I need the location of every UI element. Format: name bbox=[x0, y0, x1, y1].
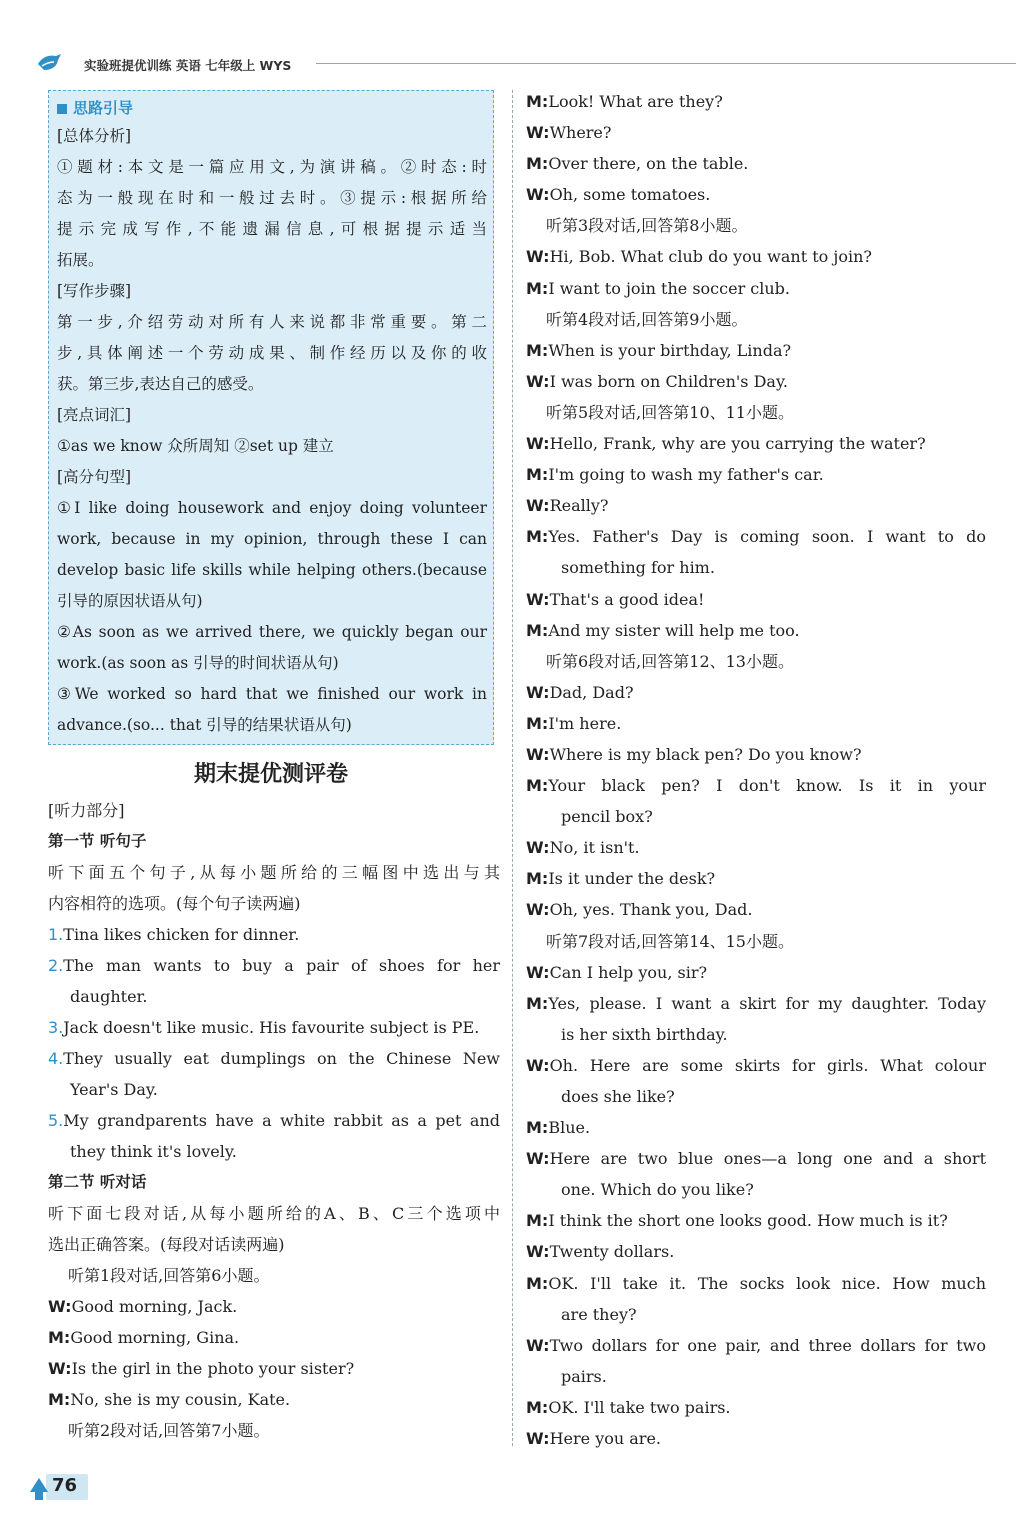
right-dialog bbox=[526, 86, 986, 1454]
guide-title: 思路引导 bbox=[57, 95, 487, 121]
page-header bbox=[36, 50, 986, 78]
page-number: 76 bbox=[52, 1475, 78, 1496]
dialog-speaker: M: bbox=[526, 465, 549, 485]
dialog-line bbox=[526, 117, 986, 148]
right-column bbox=[526, 86, 986, 1454]
dialog-continuation: is her sixth birthday. bbox=[561, 1024, 728, 1044]
dialog-speaker: W: bbox=[526, 247, 550, 267]
steps-line: 获。第三步,表达自己的感受。 bbox=[57, 375, 264, 393]
sentence-item-line bbox=[48, 1074, 500, 1105]
dialog-continuation: pencil box? bbox=[561, 807, 653, 827]
dialog-text: No, she is my cousin, Kate. bbox=[70, 1390, 291, 1409]
page-number-badge bbox=[30, 1472, 86, 1502]
vocab-label: [亮点词汇] bbox=[57, 406, 132, 424]
dialog-speaker: W: bbox=[526, 900, 550, 920]
dialog-speaker: W: bbox=[526, 838, 550, 858]
dialog-speaker: M: bbox=[526, 869, 549, 889]
dialog-text: When is your birthday, Linda? bbox=[548, 340, 792, 360]
dialog-text: I think the short one looks good. How much is it? bbox=[548, 1211, 948, 1231]
analysis-line: 提示完成写作,不能遗漏信息,可根据提示适当 bbox=[57, 220, 487, 238]
dialog-text: I'm here. bbox=[548, 713, 622, 733]
item-text: The man wants to buy a pair of shoes for her bbox=[63, 956, 500, 975]
dialog-line bbox=[526, 1268, 986, 1299]
header-title: 实验班提优训练 英语 七年级上 WYS bbox=[84, 58, 292, 73]
dialog-continuation: does she like? bbox=[561, 1087, 675, 1106]
dialog-line bbox=[526, 1423, 986, 1454]
dialog-text: Where? bbox=[549, 123, 612, 143]
section2-title: 第二节 听对话 bbox=[48, 1173, 147, 1191]
dialog-cue: 听第1段对话,回答第6小题。 bbox=[68, 1266, 270, 1285]
dialog-text: Twenty dollars. bbox=[549, 1242, 675, 1262]
dialog-speaker: W: bbox=[526, 962, 550, 982]
dialog-line bbox=[526, 273, 986, 304]
dialog-speaker: M: bbox=[526, 620, 549, 640]
dialog-line bbox=[526, 957, 986, 988]
dialog-speaker: W: bbox=[526, 744, 550, 764]
dialog-text: Your black pen? I don't know. Is it in your bbox=[548, 776, 986, 796]
dialog-text: OK. I'll take it. The socks look nice. How much bbox=[548, 1273, 986, 1293]
dialog-line bbox=[48, 1291, 500, 1322]
dialog-line bbox=[526, 832, 986, 863]
item-text: Tina likes chicken for dinner. bbox=[63, 925, 300, 944]
square-bullet-icon bbox=[57, 104, 67, 114]
dialog-line bbox=[526, 739, 986, 770]
dialog-line bbox=[526, 584, 986, 615]
sentence-items bbox=[48, 919, 500, 1167]
dialog-text: I want to join the soccer club. bbox=[548, 278, 791, 298]
analysis-line: 拓展。 bbox=[57, 251, 104, 269]
dialog-line bbox=[48, 1322, 500, 1353]
dialog-cue: 听第6段对话,回答第12、13小题。 bbox=[546, 651, 794, 671]
item-text: They usually eat dumplings on the Chinese New bbox=[63, 1049, 500, 1068]
sentence-line: develop basic life skills while helping others.(because bbox=[57, 561, 487, 579]
sentence-item-line bbox=[48, 1136, 500, 1167]
column-divider bbox=[512, 90, 513, 1446]
dialog-line bbox=[526, 1205, 986, 1236]
dialog-text: Can I help you, sir? bbox=[549, 962, 708, 982]
dialog-speaker: M: bbox=[526, 776, 549, 796]
dialog-line bbox=[526, 366, 986, 397]
steps-label: [写作步骤] bbox=[57, 282, 132, 300]
sentence-item-line bbox=[48, 950, 500, 981]
sentence-item-line bbox=[48, 919, 500, 950]
section1-instruction: 内容相符的选项。(每个句子读两遍) bbox=[48, 894, 301, 913]
blue-bird-logo-icon bbox=[36, 52, 62, 74]
dialog-line bbox=[526, 708, 986, 739]
vocab-line: ①as we know 众所周知 ②set up 建立 bbox=[57, 437, 334, 455]
dialog-cue: 听第4段对话,回答第9小题。 bbox=[546, 309, 748, 329]
dialog-line bbox=[526, 988, 986, 1019]
dialog-text: Oh. Here are some skirts for girls. What colour bbox=[549, 1055, 986, 1075]
dialog-speaker: M: bbox=[526, 1273, 549, 1293]
sentence-item-line bbox=[48, 1043, 500, 1074]
item-text: daughter. bbox=[70, 987, 148, 1006]
dialog-text: Is it under the desk? bbox=[548, 869, 716, 889]
dialog-text: Good morning, Jack. bbox=[71, 1297, 238, 1316]
dialog-text: Really? bbox=[549, 496, 609, 516]
left-dialog bbox=[48, 1260, 500, 1446]
dialog-speaker: W: bbox=[48, 1297, 72, 1316]
steps-line: 步,具体阐述一个劳动成果、制作经历以及你的收 bbox=[57, 344, 487, 362]
dialog-text: No, it isn't. bbox=[549, 838, 640, 858]
dialog-speaker: W: bbox=[48, 1359, 72, 1378]
dialog-line bbox=[526, 1143, 986, 1174]
dialog-line bbox=[526, 615, 986, 646]
dialog-speaker: W: bbox=[526, 1149, 550, 1169]
dialog-speaker: M: bbox=[48, 1390, 71, 1409]
dialog-line bbox=[526, 428, 986, 459]
dialog-line bbox=[526, 863, 986, 894]
dialog-speaker: W: bbox=[526, 1335, 550, 1355]
sentence-line: advance.(so... that 引导的结果状语从句) bbox=[57, 716, 352, 734]
section1-title: 第一节 听句子 bbox=[48, 832, 147, 850]
analysis-line: 态为一般现在时和一般过去时。③提示:根据所给 bbox=[57, 189, 487, 207]
dialog-line bbox=[526, 179, 986, 210]
dialog-speaker: M: bbox=[526, 713, 549, 733]
sentence-item-line bbox=[48, 981, 500, 1012]
section2-instruction: 选出正确答案。(每段对话读两遍) bbox=[48, 1235, 285, 1254]
dialog-text: Oh, yes. Thank you, Dad. bbox=[549, 900, 753, 920]
dialog-line bbox=[526, 1330, 986, 1361]
dialog-speaker: W: bbox=[526, 185, 550, 205]
dialog-speaker: W: bbox=[526, 589, 550, 609]
dialog-speaker: M: bbox=[526, 1211, 549, 1231]
dialog-speaker: W: bbox=[526, 496, 550, 516]
dialog-text: I was born on Children's Day. bbox=[549, 371, 788, 391]
item-text: My grandparents have a white rabbit as a pet and bbox=[63, 1111, 500, 1130]
dialog-text: OK. I'll take two pairs. bbox=[548, 1397, 731, 1417]
dialog-text: Yes. Father's Day is coming soon. I want to do bbox=[548, 527, 986, 547]
item-number: 2. bbox=[48, 956, 64, 975]
steps-line: 第一步,介绍劳动对所有人来说都非常重要。第二 bbox=[57, 313, 487, 331]
sentence-line: ③We worked so hard that we finished our work in bbox=[57, 685, 487, 703]
item-text: Jack doesn't like music. His favourite subject is PE. bbox=[63, 1018, 480, 1037]
dialog-speaker: M: bbox=[526, 993, 549, 1013]
dialog-continuation: are they? bbox=[561, 1304, 637, 1324]
section1-instruction: 听下面五个句子,从每小题所给的三幅图中选出与其 bbox=[48, 863, 500, 882]
section2-instruction: 听下面七段对话,从每小题所给的A、B、C三个选项中 bbox=[48, 1204, 500, 1223]
item-number: 1. bbox=[48, 925, 64, 944]
dialog-line bbox=[526, 148, 986, 179]
dialog-text: Hi, Bob. What club do you want to join? bbox=[549, 247, 872, 267]
dialog-speaker: M: bbox=[48, 1328, 71, 1347]
item-text: they think it's lovely. bbox=[70, 1142, 237, 1161]
dialog-cue: 听第3段对话,回答第8小题。 bbox=[546, 216, 748, 236]
dialog-line bbox=[526, 1112, 986, 1143]
item-number: 4. bbox=[48, 1049, 64, 1068]
dialog-line bbox=[526, 894, 986, 925]
dialog-line bbox=[526, 490, 986, 521]
analysis-label: [总体分析] bbox=[57, 127, 132, 145]
dialog-cue: 听第7段对话,回答第14、15小题。 bbox=[546, 931, 794, 951]
exam-title: 期末提优测评卷 bbox=[193, 762, 348, 787]
part-label: [听力部分] bbox=[48, 801, 125, 820]
dialog-speaker: M: bbox=[526, 1118, 549, 1138]
sentence-line: work, because in my opinion, through these I can bbox=[57, 530, 487, 548]
dialog-line bbox=[526, 521, 986, 552]
dialog-speaker: W: bbox=[526, 1242, 550, 1262]
dialog-text: Here are two blue ones—a long one and a short bbox=[549, 1149, 986, 1169]
dialog-text: Over there, on the table. bbox=[548, 154, 749, 174]
dialog-speaker: M: bbox=[526, 340, 549, 360]
dialog-text: And my sister will help me too. bbox=[548, 620, 800, 640]
dialog-text: Here you are. bbox=[549, 1429, 661, 1449]
item-number: 5. bbox=[48, 1111, 64, 1130]
dialog-line bbox=[526, 241, 986, 272]
dialog-speaker: W: bbox=[526, 682, 550, 702]
dialog-speaker: W: bbox=[526, 1055, 550, 1075]
sentence-line: ②As soon as we arrived there, we quickly began our bbox=[57, 623, 487, 641]
header-rule bbox=[316, 63, 1016, 64]
dialog-text: Dad, Dad? bbox=[549, 682, 634, 702]
dialog-line bbox=[526, 677, 986, 708]
dialog-line bbox=[526, 335, 986, 366]
dialog-continuation: one. Which do you like? bbox=[561, 1180, 754, 1200]
dialog-text: Is the girl in the photo your sister? bbox=[71, 1359, 355, 1378]
dialog-text: Two dollars for one pair, and three dollars for two bbox=[549, 1335, 986, 1355]
dialog-line bbox=[526, 1392, 986, 1423]
dialog-line bbox=[48, 1384, 500, 1415]
sentence-line: 引导的原因状语从句) bbox=[57, 592, 203, 610]
dialog-speaker: M: bbox=[526, 1397, 549, 1417]
dialog-text: Blue. bbox=[548, 1118, 591, 1138]
dialog-text: I'm going to wash my father's car. bbox=[548, 465, 824, 485]
dialog-continuation: pairs. bbox=[561, 1366, 607, 1386]
sentence-item-line bbox=[48, 1105, 500, 1136]
item-text: Year's Day. bbox=[70, 1080, 158, 1099]
dialog-line bbox=[526, 1236, 986, 1267]
writing-guide-box bbox=[48, 90, 494, 745]
dialog-text: That's a good idea! bbox=[549, 589, 705, 609]
dialog-text: Hello, Frank, why are you carrying the water? bbox=[549, 434, 926, 454]
dialog-speaker: W: bbox=[526, 434, 550, 454]
analysis-line: ①题材:本文是一篇应用文,为演讲稿。②时态:时 bbox=[57, 158, 487, 176]
item-number: 3. bbox=[48, 1018, 64, 1037]
dialog-speaker: M: bbox=[526, 527, 549, 547]
dialog-speaker: M: bbox=[526, 154, 549, 174]
dialog-line bbox=[526, 770, 986, 801]
dialog-line bbox=[526, 1050, 986, 1081]
dialog-line bbox=[526, 459, 986, 490]
sentence-line: work.(as soon as 引导的时间状语从句) bbox=[57, 654, 339, 672]
dialog-speaker: W: bbox=[526, 1429, 550, 1449]
dialog-line bbox=[48, 1353, 500, 1384]
dialog-text: Good morning, Gina. bbox=[70, 1328, 240, 1347]
dialog-text: Yes, please. I want a skirt for my daughter. Today bbox=[548, 993, 986, 1013]
dialog-text: Look! What are they? bbox=[548, 92, 723, 111]
dialog-cue: 听第5段对话,回答第10、11小题。 bbox=[546, 402, 794, 422]
dialog-cue: 听第2段对话,回答第7小题。 bbox=[68, 1421, 270, 1440]
dialog-speaker: M: bbox=[526, 92, 549, 111]
dialog-text: Oh, some tomatoes. bbox=[549, 185, 711, 205]
sentences-label: [高分句型] bbox=[57, 468, 132, 486]
dialog-speaker: W: bbox=[526, 123, 550, 143]
dialog-text: Where is my black pen? Do you know? bbox=[549, 744, 862, 764]
dialog-continuation: something for him. bbox=[561, 558, 715, 578]
dialog-speaker: M: bbox=[526, 278, 549, 298]
sentence-item-line bbox=[48, 1012, 500, 1043]
dialog-speaker: W: bbox=[526, 371, 550, 391]
sentence-line: ①I like doing housework and enjoy doing volunteer bbox=[57, 499, 487, 517]
dialog-line bbox=[526, 86, 986, 117]
left-column bbox=[48, 90, 500, 1446]
